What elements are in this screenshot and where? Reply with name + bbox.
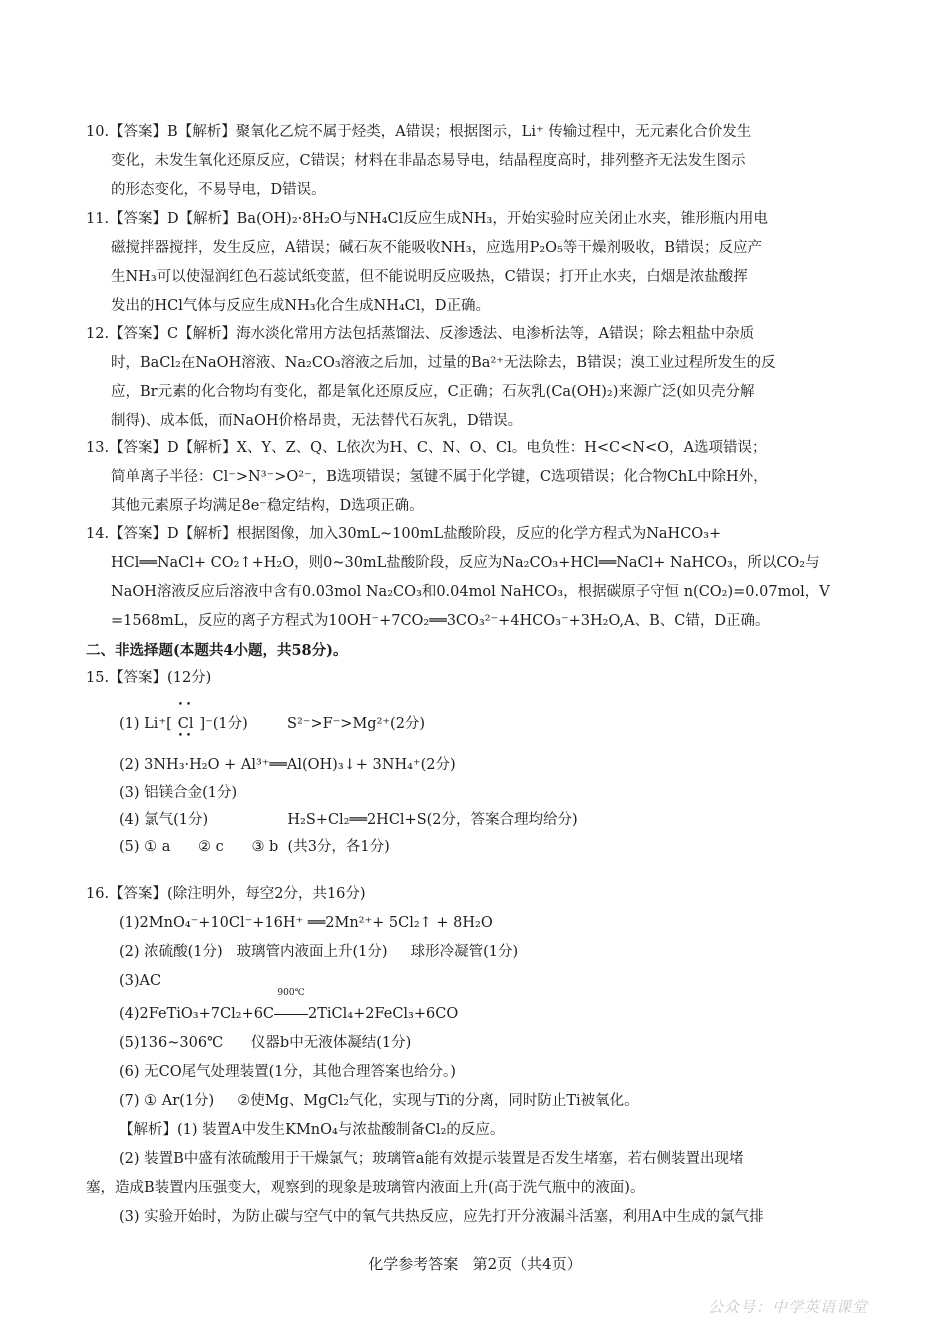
q13-line-3: 其他元素原子均满足8e⁻稳定结构，D选项正确。 [111,498,424,514]
q15-a1-prefix: (1) Li⁺[ [119,716,172,732]
question-10 [86,118,866,205]
section-heading: 二、非选择题(本题共4小题，共58分)。 [86,642,348,659]
q16-answer-2: (2) 浓硫酸(1分) 玻璃管内液面上升(1分) 球形冷凝管(1分) [119,944,519,960]
q16-a4-right: 2TiCl₄+2FeCl₃+6CO [308,1006,459,1022]
q16-explain-1: 【解析】(1) 装置A中发生KMnO₄与浓盐酸制备Cl₂的反应。 [119,1122,505,1138]
q16-answer-3: (3)AC [119,973,162,989]
q11-line-2: 磁搅拌器搅拌，发生反应，A错误；碱石灰不能吸收NH₃，应选用P₂O₅等干燥剂吸收，B错误；反应产 [111,240,763,256]
question-13 [86,434,866,521]
q15-answer-4 [86,806,866,834]
q12-line-2: 时，BaCl₂在NaOH溶液、Na₂CO₃溶液之后加，过量的Ba²⁺无法除去，B错误；溴工业过程所发生的反 [111,355,776,371]
question-15 [86,664,866,860]
q14-line-1: 14.【答案】D【解析】根据图像，加入30mL~100mL盐酸阶段，反应的化学方程式为NaHCO₃+ [86,526,722,542]
q11-line-3: 生NH₃可以使湿润红色石蕊试纸变蓝，但不能说明反应吸热，C错误；打开止水夹，白烟是浓盐酸挥 [111,269,748,285]
q15-answer-3: (3) 铝镁合金(1分) [119,785,238,801]
reaction-arrow [274,988,308,1029]
q14-line-2: HCl══NaCl+ CO₂↑+H₂O，则0~30mL盐酸阶段，反应为Na₂CO₃+HCl══NaCl+ NaHCO₃，所以CO₂与 [111,555,820,571]
q15-head: 15.【答案】(12分) [86,670,212,686]
q16-answer-7: (7) ① Ar(1分) ②使Mg、MgCl₂气化，实现与Ti的分离，同时防止Ti被氧化。 [119,1093,639,1109]
q15-a4-right: H₂S+Cl₂══2HCl+S(2分，答案合理均给分) [287,812,578,828]
q15-answer-5: (5) ① a ② c ③ b (共3分，各1分) [119,839,390,855]
chlorine-lewis-structure: • • Cl • • [177,700,194,741]
q11-line-4: 发出的HCl气体与反应生成NH₃化合生成NH₄Cl，D正确。 [111,298,491,314]
q15-a4-left: (4) 氯气(1分) [119,812,209,828]
question-14 [86,520,866,636]
q12-line-1: 12.【答案】C【解析】海水淡化常用方法包括蒸馏法、反渗透法、电渗析法等，A错误；除去粗盐中杂质 [86,326,755,342]
page-footer: 化学参考答案 第2页（共4页） [368,1255,582,1273]
q15-a1-suffix: ]⁻(1分) [199,716,248,732]
q10-line-3: 的形态变化，不易导电，D错误。 [111,182,326,198]
reaction-condition: 900℃ [277,988,305,998]
q15-answer-1 [86,700,866,741]
question-11 [86,205,866,321]
q14-line-3: NaOH溶液反应后溶液中含有0.03mol Na₂CO₃和0.04mol NaHCO₃，根据碳原子守恒 n(CO₂)=0.07mol，V [111,584,830,600]
q16-explain-3: (3) 实验开始时，为防止碳与空气中的氧气共热反应，应先打开分液漏斗活塞，利用A中生成的氯气排 [119,1209,764,1225]
q11-line-1: 11.【答案】D【解析】Ba(OH)₂·8H₂O与NH₄Cl反应生成NH₃，开始实验时应关闭止水夹，锥形瓶内用电 [86,211,768,227]
q16-answer-6: (6) 无CO尾气处理装置(1分，其他合理答案也给分。) [119,1064,456,1080]
q15-a1-ions: S²⁻>F⁻>Mg²⁺(2分) [287,716,426,732]
q16-answer-1: (1)2MnO₄⁻+10Cl⁻+16H⁺ ══2Mn²⁺+ 5Cl₂↑ + 8H₂O [119,915,493,931]
q13-line-1: 13.【答案】D【解析】X、Y、Z、Q、L依次为H、C、N、O、Cl。电负性：H<C<N<O，A选项错误； [86,440,767,456]
q13-line-2: 简单离子半径：Cl⁻>N³⁻>O²⁻，B选项错误；氢键不属于化学键，C选项错误；化合物ChL中除H外， [111,469,768,485]
question-16 [86,880,866,1232]
q16-a4-left: (4)2FeTiO₃+7Cl₂+6C [119,1006,275,1022]
q16-head: 16.【答案】(除注明外，每空2分，共16分) [86,886,366,902]
question-12 [86,320,866,436]
q16-answer-5: (5)136~306℃ 仪器b中无液体凝结(1分) [119,1035,412,1051]
q15-a1-cl: Cl [177,716,194,732]
q16-explain-2a: (2) 装置B中盛有浓硫酸用于干燥氯气；玻璃管a能有效提示装置是否发生堵塞，若右侧装置出现堵 [119,1151,744,1167]
q16-answer-4 [86,988,866,1029]
q10-line-1: 10.【答案】B【解析】聚氧化乙烷不属于烃类，A错误；根据图示，Li⁺ 传输过程中，无元素化合价发生 [86,124,752,140]
q10-line-2: 变化，未发生氧化还原反应，C错误；材料在非晶态易导电，结晶程度高时，排列整齐无法发生图示 [111,153,746,169]
q12-line-4: 制得)、成本低，而NaOH价格昂贵，无法替代石灰乳，D错误。 [111,413,523,429]
q12-line-3: 应，Br元素的化合物均有变化，都是氧化还原反应，C正确；石灰乳(Ca(OH)₂)来源广泛(如贝壳分解 [111,384,755,400]
q15-answer-2: (2) 3NH₃·H₂O + Al³⁺══Al(OH)₃↓+ 3NH₄⁺(2分) [119,757,456,773]
q14-line-4: =1568mL，反应的离子方程式为10OH⁻+7CO₂══3CO₃²⁻+4HCO₃⁻+3H₂O,A、B、C错，D正确。 [111,613,770,629]
q16-explain-2b: 塞，造成B装置内压强变大，观察到的现象是玻璃管内液面上升(高于洗气瓶中的液面)。 [86,1180,645,1196]
watermark: 公众号：中学英语课堂 [708,1298,869,1316]
